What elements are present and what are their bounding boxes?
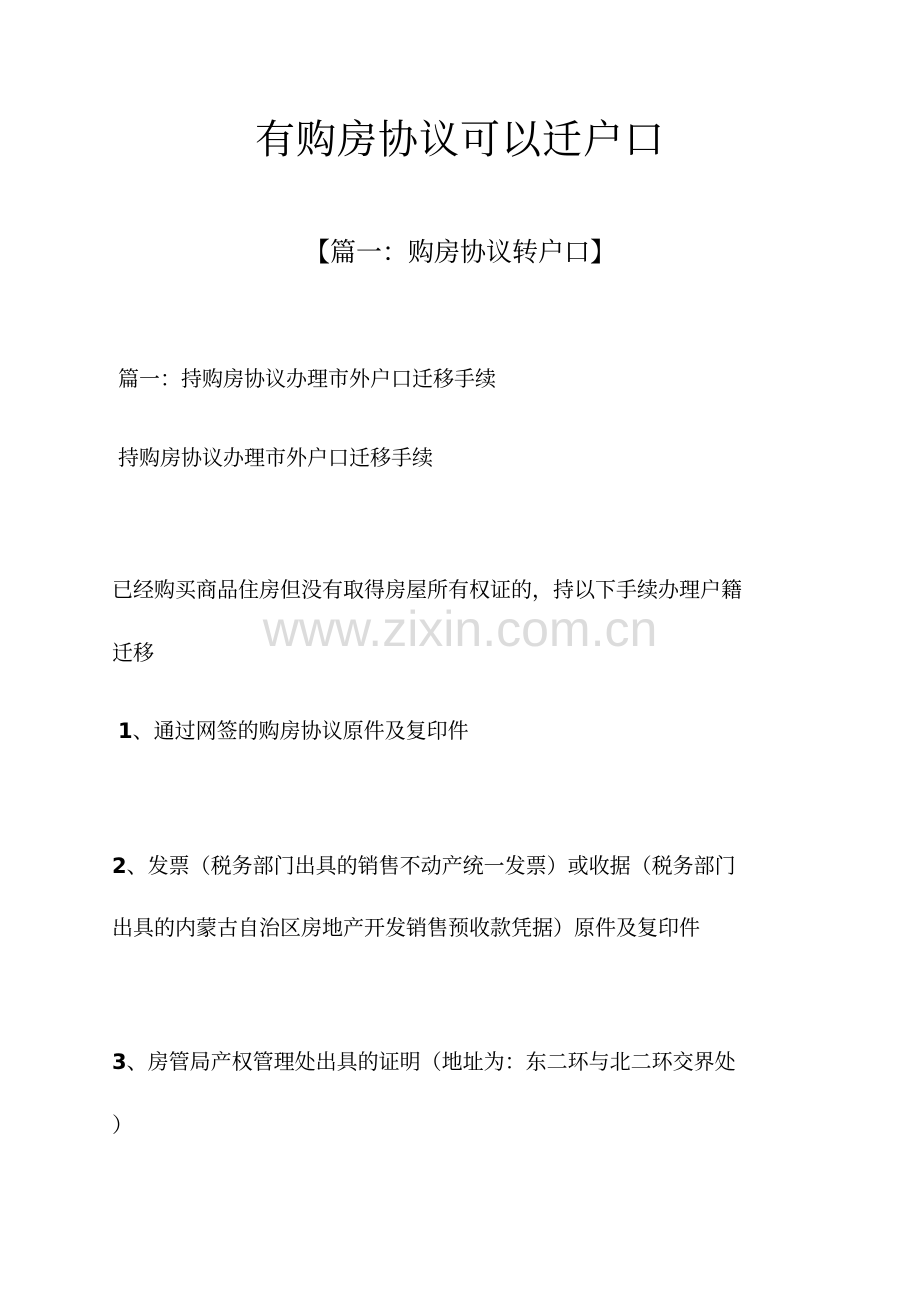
- document-title: 有购房协议可以迁户口: [255, 117, 665, 163]
- list-item-number: 2: [112, 854, 127, 878]
- list-item-text: 、房管局产权管理处出具的证明（地址为：东二环与北二环交界处: [126, 1050, 736, 1074]
- watermark: www.zixin.com.cn: [262, 601, 658, 657]
- list-item-text: 、通过网签的购房协议原件及复印件: [132, 719, 469, 743]
- section-subheading: 持购房协议办理市外户口迁移手续: [118, 446, 433, 470]
- intro-line-1: 已经购买商品住房但没有取得房屋所有权证的，持以下手续办理户籍: [112, 578, 742, 602]
- document-subtitle: 【篇一：购房协议转户口】: [303, 238, 616, 268]
- list-item-3: [112, 1047, 736, 1077]
- list-item-text: 、发票（税务部门出具的销售不动产统一发票）或收据（税务部门: [126, 854, 736, 878]
- list-item-number: 1: [118, 719, 133, 743]
- list-item-2-continuation: 出具的内蒙古自治区房地产开发销售预收款凭据）原件及复印件: [112, 916, 700, 940]
- list-item-2: [112, 851, 736, 881]
- list-item-1: [118, 716, 469, 746]
- list-item-number: 3: [112, 1050, 127, 1074]
- intro-line-2: 迁移: [112, 641, 154, 665]
- section-heading: 篇一：持购房协议办理市外户口迁移手续: [118, 367, 496, 391]
- list-item-3-continuation: ）: [112, 1113, 133, 1137]
